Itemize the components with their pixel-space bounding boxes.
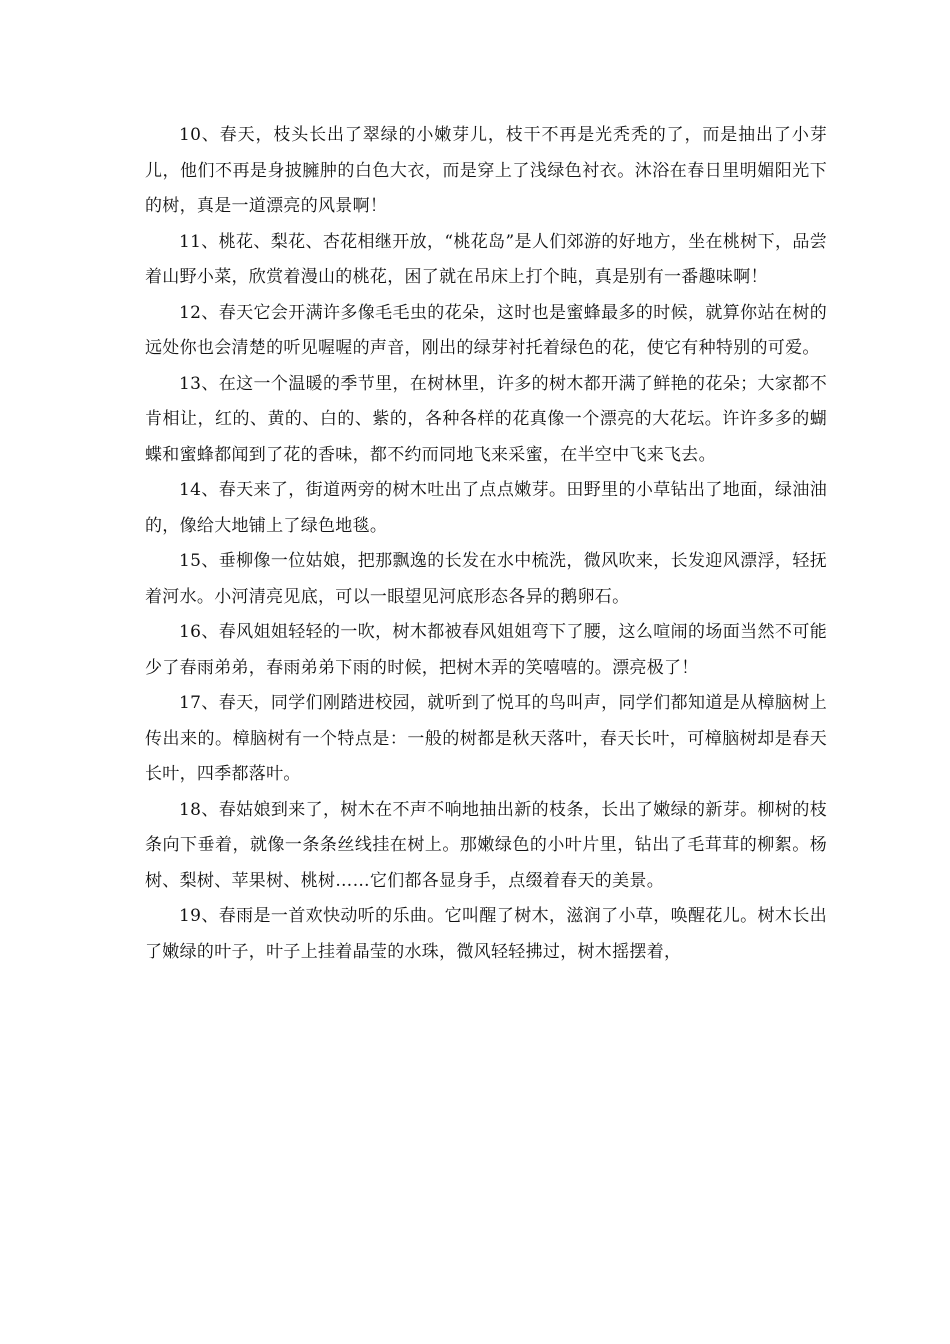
paragraph-15: 15、垂柳像一位姑娘，把那飘逸的长发在水中梳洗，微风吹来，长发迎风漂浮，轻抚着河水。小河清亮见底，可以一眼望见河底形态各异的鹅卵石。 — [145, 551, 827, 607]
paragraph-17: 17、春天，同学们刚踏进校园，就听到了悦耳的鸟叫声，同学们都知道是从樟脑树上传出来的。樟脑树有一个特点是：一般的树都是秋天落叶，春天长叶，可樟脑树却是春天长叶，四季都落叶。 — [145, 693, 827, 784]
paragraph-11: 11、桃花、梨花、杏花相继开放，“桃花岛”是人们郊游的好地方，坐在桃树下，品尝着山野小菜，欣赏着漫山的桃花，困了就在吊床上打个盹，真是别有一番趣味啊！ — [145, 231, 827, 287]
paragraph-13: 13、在这一个温暖的季节里，在树林里，许多的树木都开满了鲜艳的花朵；大家都不肯相让，红的、黄的、白的、紫的，各种各样的花真像一个漂亮的大花坛。许许多多的蝴蝶和蜜蜂都闻到了花的香味，都不约而同地飞来采蜜，在半空中飞来飞去。 — [145, 373, 827, 465]
paragraph-19: 19、春雨是一首欢快动听的乐曲。它叫醒了树木，滋润了小草，唤醒花儿。树木长出了嫩绿的叶子，叶子上挂着晶莹的水珠，微风轻轻拂过，树木摇摆着， — [145, 906, 827, 962]
paragraph-10: 10、春天，枝头长出了翠绿的小嫩芽儿，枝干不再是光秃秃的了，而是抽出了小芽儿，他们不再是身披臃肿的白色大衣，而是穿上了浅绿色衬衣。沐浴在春日里明媚阳光下的树，真是一道漂亮的风景啊！ — [145, 125, 827, 216]
paragraph-18: 18、春姑娘到来了，树木在不声不响地抽出新的枝条，长出了嫩绿的新芽。柳树的枝条向下垂着，就像一条条丝线挂在树上。那嫩绿色的小叶片里，钻出了毛茸茸的柳絮。杨树、梨树、苹果树、桃树……它们都各显身手，点缀着春天的美景。 — [145, 799, 827, 891]
paragraph-14: 14、春天来了，街道两旁的树木吐出了点点嫩芽。田野里的小草钻出了地面，绿油油的，像给大地铺上了绿色地毯。 — [145, 480, 827, 536]
document-body — [145, 118, 827, 970]
paragraph-16: 16、春风姐姐轻轻的一吹，树木都被春风姐姐弯下了腰，这么喧闹的场面当然不可能少了春雨弟弟，春雨弟弟下雨的时候，把树木弄的笑嘻嘻的。漂亮极了！ — [145, 622, 827, 678]
paragraph-12: 12、春天它会开满许多像毛毛虫的花朵，这时也是蜜蜂最多的时候，就算你站在树的远处你也会清楚的听见喔喔的声音，刚出的绿芽衬托着绿色的花，使它有种特别的可爱。 — [145, 302, 827, 358]
